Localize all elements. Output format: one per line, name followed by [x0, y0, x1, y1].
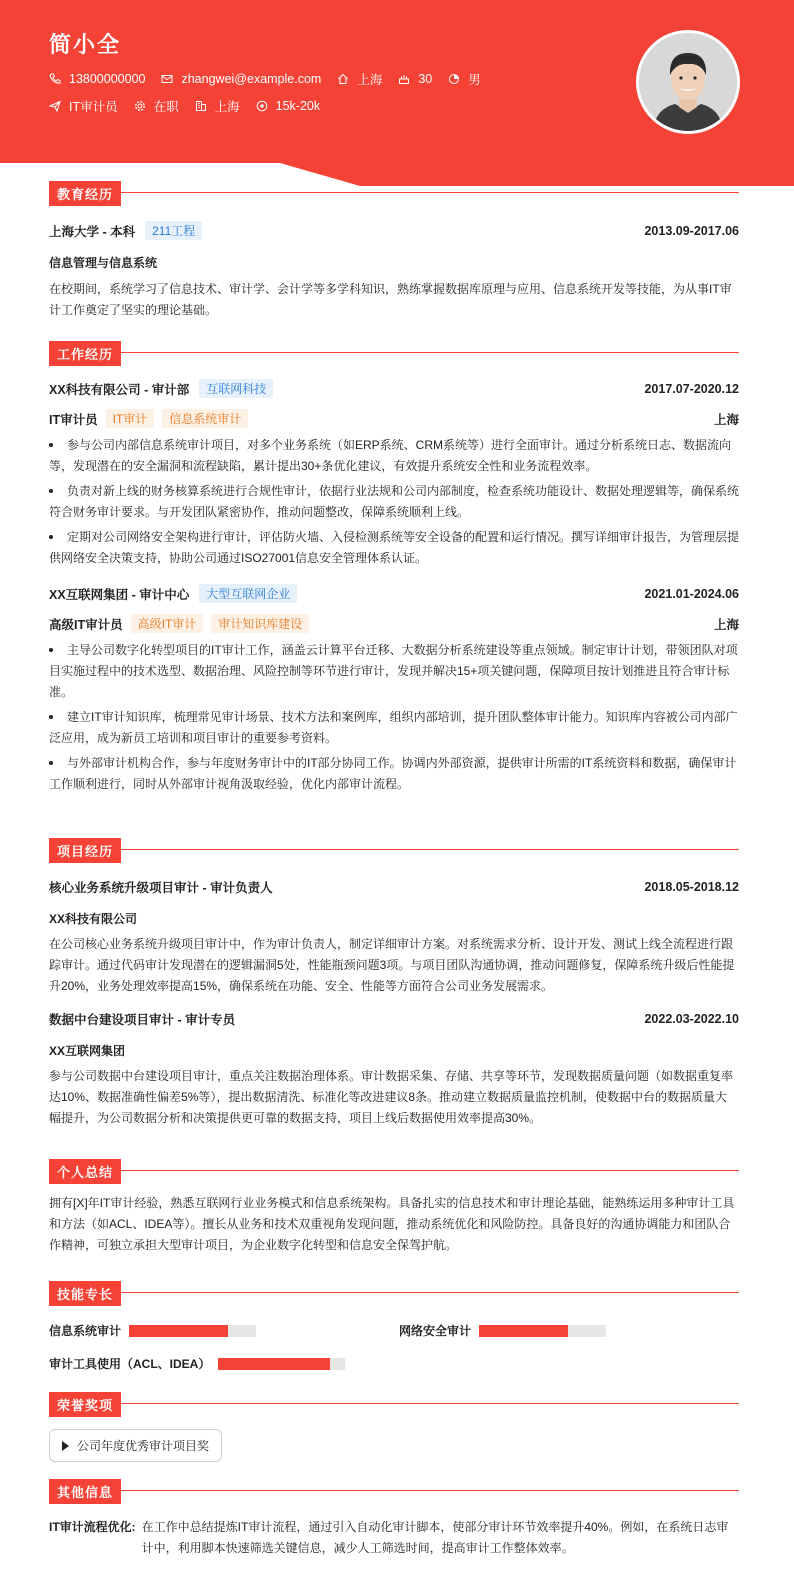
projects-title: 项目经历 — [49, 838, 121, 863]
education-header — [49, 181, 739, 203]
mail-icon — [161, 73, 173, 85]
other-item — [49, 1517, 739, 1559]
education-desc: 在校期间，系统学习了信息技术、审计学、会计学等多学科知识，熟练掌握数据库原理与应用、信息系统开发等技能，为从事IT审计工作奠定了坚实的理论基础。 — [49, 282, 732, 317]
gender-item — [448, 70, 481, 88]
list-item — [49, 640, 739, 703]
project-name: 核心业务系统升级项目审计 - 审计负责人 — [49, 881, 273, 895]
bullet-text: 参与公司内部信息系统审计项目，对多个业务系统（如ERP系统、CRM系统等）进行全面审计。通过分析系统日志、数据流向等，发现潜在的安全漏洞和流程缺陷，累计提出30+条优化建议，有效提升系统安全性和业务流程效率。 — [49, 438, 732, 473]
email-item — [161, 72, 321, 86]
job-entry — [49, 584, 739, 795]
project-head — [49, 878, 739, 896]
project-entry — [49, 1010, 739, 1129]
section-divider — [49, 1170, 739, 1171]
skill-bar-fill — [218, 1358, 330, 1370]
target-city-item — [195, 97, 240, 115]
status-item — [134, 97, 179, 115]
skill-name: 网络安全审计 — [399, 1324, 472, 1338]
school-name: 上海大学 - 本科 — [49, 224, 136, 239]
section-divider — [49, 849, 739, 850]
project-date: 2022.03-2022.10 — [644, 1012, 739, 1026]
avatar — [636, 30, 740, 134]
award-text: 公司年度优秀审计项目奖 — [77, 1439, 210, 1453]
award-item — [49, 1429, 222, 1462]
bullet-text: 定期对公司网络安全架构进行审计，评估防火墙、入侵检测系统等安全设备的配置和运行情况。撰写详细审计报告，为管理层提供网络安全决策支持，协助公司通过ISO27001信息安全管理体系认证。 — [49, 530, 740, 565]
other-section — [49, 1479, 739, 1559]
email-text: zhangwei@example.com — [181, 72, 322, 86]
project-desc: 在公司核心业务系统升级项目审计中，作为审计负责人，制定详细审计方案。对系统需求分析、设计开发、测试上线全流程进行跟踪审计。通过代码审计发现潜在的逻辑漏洞5处，性能瓶颈问题3项。与项目团队沟通协调，推动问题修复，保障系统升级后性能提升20%，业务处理效率提高15%，确保系统在功能、安全、性能等方面符合公司业务发展需求。 — [49, 937, 735, 993]
job-skill-tag: 审计知识库建设 — [211, 614, 309, 633]
city-text: 上海 — [357, 73, 383, 87]
section-divider — [49, 1292, 739, 1293]
job-role: IT审计员 — [49, 412, 98, 427]
job-skill-tag: 信息系统审计 — [162, 409, 248, 428]
awards-section — [49, 1392, 739, 1462]
job-city: 上海 — [713, 412, 739, 427]
skill-bar-fill — [479, 1325, 568, 1337]
education-major: 信息管理与信息系统 — [49, 256, 158, 270]
money-icon — [256, 100, 268, 112]
skill-name: 审计工具使用（ACL、IDEA） — [49, 1357, 211, 1371]
job-industry-tag: 大型互联网企业 — [199, 584, 297, 603]
work-header — [49, 341, 739, 363]
section-divider — [49, 192, 739, 193]
job-role-row — [49, 614, 739, 633]
bullet-text: 建立IT审计知识库，梳理常见审计场景、技术方法和案例库，组织内部培训，提升团队整体审计能力。知识库内容被公司内部广泛应用，成为新员工培训和项目审计的重要参考资料。 — [49, 710, 738, 745]
job-city: 上海 — [713, 617, 739, 632]
education-section — [49, 181, 739, 321]
projects-header — [49, 838, 739, 860]
school-tag: 211工程 — [145, 221, 202, 240]
skill-item — [49, 1322, 256, 1339]
bullet-text: 与外部审计机构合作，参与年度财务审计中的IT部分协同工作。协调内外部资源，提供审计所需的IT系统资料和数据，确保审计工作顺利进行，同时从外部审计视角汲取经验，优化内部审计流程。 — [49, 756, 737, 791]
skills-section — [49, 1281, 739, 1381]
project-head — [49, 1010, 739, 1028]
skill-item — [399, 1322, 606, 1339]
gear-icon — [134, 100, 146, 112]
work-title: 工作经历 — [49, 341, 121, 366]
job-skill-tag: IT审计 — [106, 409, 155, 428]
play-icon — [62, 1441, 69, 1451]
job-bullets — [49, 435, 739, 569]
other-header — [49, 1479, 739, 1501]
bullet-text: 主导公司数字化转型项目的IT审计工作，涵盖云计算平台迁移、大数据分析系统建设等重点领域。制定审计计划，带领团队对项目实施过程中的技术选型、数据治理、风险控制等环节进行审计，发现并解决15+项关键问题，保障项目按计划推进且符合审计标准。 — [49, 643, 738, 699]
resume-header — [0, 0, 794, 186]
cake-icon — [398, 73, 410, 85]
other-key: IT审计流程优化: — [49, 1520, 136, 1534]
work-section — [49, 341, 739, 799]
candidate-name: 简小全 — [49, 32, 122, 57]
section-divider — [49, 1490, 739, 1491]
summary-text: 拥有[X]年IT审计经验，熟悉互联网行业业务模式和信息系统架构。具备扎实的信息技术和审计理论基础，能熟练运用多种审计工具和方法（如ACL、IDEA等）。擅长从业务和技术双重视角发现问题，推动系统优化和风险防控。具备良好的沟通协调能力和团队合作精神，可独立承担大型审计项目，为企业数字化转型和信息安全保驾护航。 — [49, 1196, 735, 1252]
list-item — [49, 481, 739, 523]
list-item — [49, 707, 739, 749]
project-org: XX科技有限公司 — [49, 912, 138, 926]
projects-section — [49, 838, 739, 1129]
contact-row — [49, 70, 497, 88]
job-company: XX科技有限公司 - 审计部 — [49, 382, 190, 397]
position-item — [49, 97, 118, 115]
job-company: XX互联网集团 - 审计中心 — [49, 587, 190, 602]
project-date: 2018.05-2018.12 — [644, 880, 739, 894]
salary-item — [256, 99, 320, 113]
age-item — [398, 72, 432, 86]
project-entry — [49, 878, 739, 997]
list-item — [49, 753, 739, 795]
job-role: 高级IT审计员 — [49, 617, 123, 632]
gender-icon — [448, 73, 460, 85]
other-value: 在工作中总结提炼IT审计流程，通过引入自动化审计脚本，使部分审计环节效率提升40%。例如，在系统日志审计中，利用脚本快速筛选关键信息，减少人工筛选时间，提高审计工作整体效率。 — [141, 1520, 729, 1555]
job-skill-tag: 高级IT审计 — [131, 614, 204, 633]
skill-bar — [218, 1358, 345, 1370]
gender-text: 男 — [468, 73, 481, 87]
phone-text: 13800000000 — [69, 72, 146, 86]
skill-item — [49, 1355, 345, 1372]
position-text: IT审计员 — [69, 100, 118, 114]
job-role-row — [49, 409, 739, 428]
list-item — [49, 527, 739, 569]
project-name: 数据中台建设项目审计 - 审计专员 — [49, 1013, 236, 1027]
section-divider — [49, 1403, 739, 1404]
age-text: 30 — [418, 72, 433, 86]
skill-bar — [479, 1325, 606, 1337]
skills-title: 技能专长 — [49, 1281, 121, 1306]
education-date: 2013.09-2017.06 — [644, 223, 739, 238]
education-title: 教育经历 — [49, 181, 121, 206]
skill-bar — [129, 1325, 256, 1337]
home-icon — [337, 73, 349, 85]
city-item — [337, 70, 382, 88]
job-bullets — [49, 640, 739, 795]
bullet-text: 负责对新上线的财务核算系统进行合规性审计，依据行业法规和公司内部制度，检查系统功能设计、数据处理逻辑等，确保系统符合财务审计要求。与开发团队紧密协作，推动问题整改，保障系统顺利上线。 — [49, 484, 740, 519]
project-org: XX互联网集团 — [49, 1044, 126, 1058]
send-icon — [49, 100, 61, 112]
summary-header — [49, 1159, 739, 1181]
education-entry-head — [49, 221, 739, 240]
awards-title: 荣誉奖项 — [49, 1392, 121, 1417]
job-industry-tag: 互联网科技 — [199, 379, 273, 398]
job-date: 2017.07-2020.12 — [644, 381, 739, 396]
awards-header — [49, 1392, 739, 1414]
summary-section — [49, 1159, 739, 1256]
project-desc: 参与公司数据中台建设项目审计，重点关注数据治理体系。审计数据采集、存储、共享等环节，发现数据质量问题（如数据重复率达10%、数据准确性偏差5%等），提出数据清洗、标准化等改进建议8条。推动建立数据质量监控机制，使数据中台的数据质量大幅提升，为公司数据分析和决策提供更可靠的数据支持，项目上线后数据使用效率提高30%。 — [49, 1069, 734, 1125]
salary-text: 15k-20k — [275, 99, 321, 113]
skills-header — [49, 1281, 739, 1303]
status-text: 在职 — [153, 100, 179, 114]
section-divider — [49, 352, 739, 353]
job-head — [49, 584, 739, 603]
job-entry — [49, 379, 739, 569]
summary-title: 个人总结 — [49, 1159, 121, 1184]
building-icon — [195, 100, 207, 112]
other-title: 其他信息 — [49, 1479, 121, 1504]
job-intent-row — [49, 97, 336, 115]
avatar-portrait — [639, 33, 737, 131]
skill-name: 信息系统审计 — [49, 1324, 122, 1338]
job-head — [49, 379, 739, 398]
target-city-text: 上海 — [214, 100, 240, 114]
skill-bar-fill — [129, 1325, 228, 1337]
job-date: 2021.01-2024.06 — [644, 586, 739, 601]
list-item — [49, 435, 739, 477]
phone-item — [49, 72, 145, 86]
phone-icon — [49, 73, 61, 85]
